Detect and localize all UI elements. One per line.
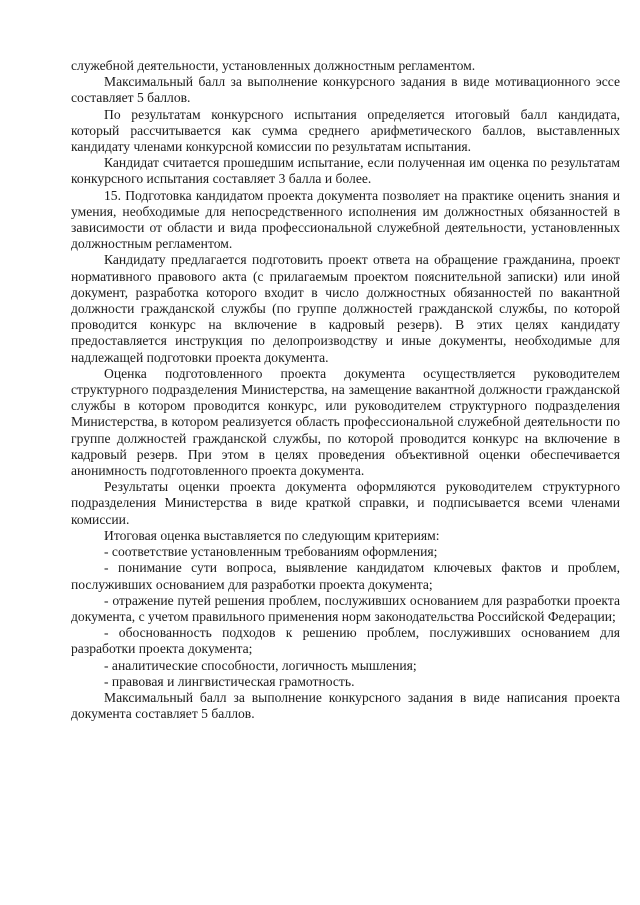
paragraph-results: Результаты оценки проекта документа оформляются руководителем структурного подразделения Министерства в виде краткой справки, и подписывается всеми членами комиссии. [71, 479, 620, 527]
paragraph-continuation: служебной деятельности, установленных должностным регламентом. [71, 58, 476, 73]
paragraph-evaluation: Оценка подготовленного проекта документа осуществляется руководителем структурного подразделения Министерства, на замещение вакантной должности гражданской службы в котором проводится конкурс, или руководителем структурного подразделения Министерства, в котором реализуется область профессиональной служебной деятельности по группе должностей гражданской службы, по которой проводится конкурс на включение в кадровый резерв. При этом в целях проведения объективной оценки обеспечивается анонимность подготовленного проекта документа. [71, 365, 620, 479]
paragraph-candidate-task: Кандидату предлагается подготовить проект ответа на обращение гражданина, проект нормативного правового акта (с прилагаемым проектом пояснительной записки) или иной документ, разработка которого входит в число должностных обязанностей по вакантной должности гражданской службы (по группе должностей гражданской службы, по которой проводится конкурс на включение в кадровый резерв). В этих целях кандидату предоставляется инструкция по делопроизводству и иные документы, необходимые для надлежащей подготовки проекта документа. [71, 252, 620, 365]
criteria-item: - понимание сути вопроса, выявление кандидатом ключевых фактов и проблем, послуживших основанием для разработки проекта документа; [71, 560, 620, 592]
paragraph-criteria-intro: Итоговая оценка выставляется по следующим критериям: [104, 527, 440, 543]
criteria-item: - правовая и лингвистическая грамотность. [104, 673, 355, 689]
criteria-item: - отражение путей решения проблем, послуживших основанием для разработки проекта документа, с учетом правильного применения норм законодательства Российской Федерации; [71, 592, 620, 624]
criteria-item: - соответствие установленным требованиям оформления; [104, 544, 438, 560]
criteria-item: - аналитические способности, логичность мышления; [104, 657, 417, 673]
paragraph-document-max-score: Максимальный балл за выполнение конкурсного задания в виде написания проекта документа составляет 5 баллов. [71, 689, 620, 722]
paragraph-item-15: 15. Подготовка кандидатом проекта документа позволяет на практике оценить знания и умения, необходимые для непосредственного исполнения им должностных обязанностей в зависимости от области и вида профессиональной служебной деятельности, установленных должностным регламентом. [71, 187, 620, 252]
criteria-item: - обоснованность подходов к решению проблем, послуживших основанием для разработки проекта документа; [71, 625, 620, 657]
paragraph-passing-threshold: Кандидат считается прошедшим испытание, если полученная им оценка по результатам конкурсного испытания составляет 3 балла и более. [71, 155, 620, 187]
paragraph-essay-max-score: Максимальный балл за выполнение конкурсного задания в виде мотивационного эссе составляет 5 баллов. [71, 74, 620, 106]
paragraph-final-score: По результатам конкурсного испытания определяется итоговый балл кандидата, который рассчитывается как сумма среднего арифметического баллов, выставленных кандидату членами конкурсной комиссии по результатам испытания. [71, 106, 620, 155]
document-page [71, 58, 620, 722]
